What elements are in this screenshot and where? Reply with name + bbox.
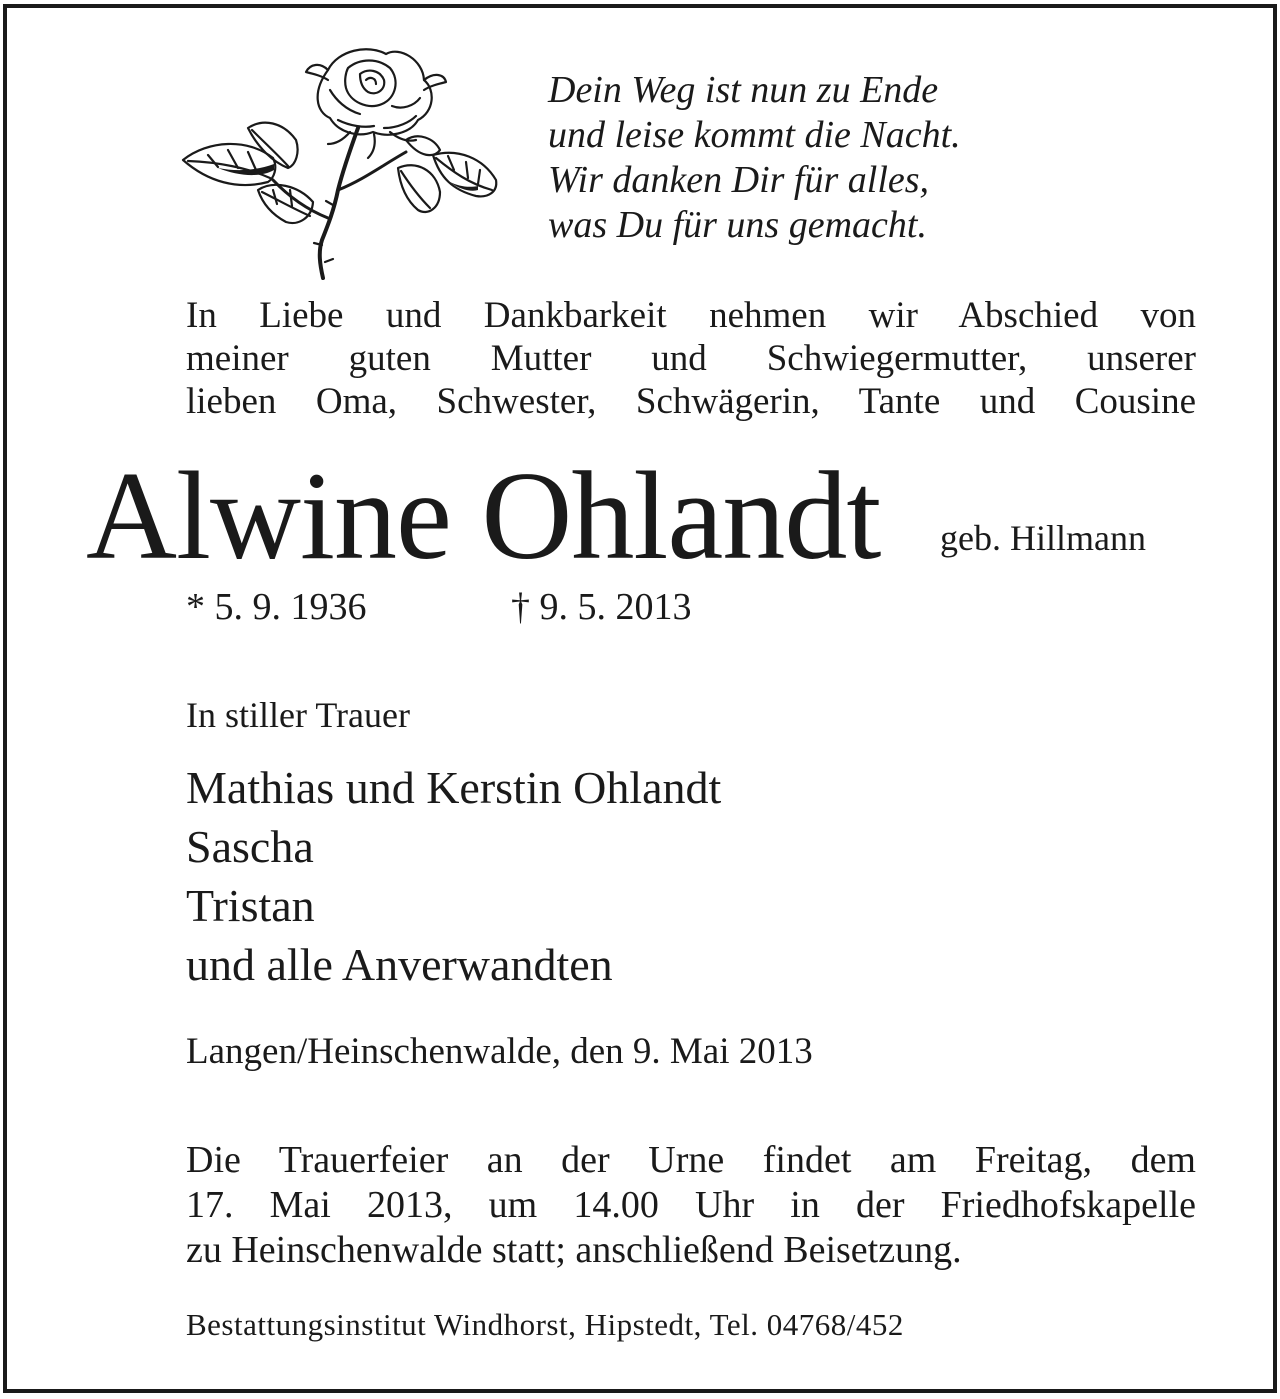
mourner-name: Tristan (186, 880, 315, 931)
intro-line: meiner guten Mutter und Schwiegermutter, unserer (186, 338, 1196, 379)
mourning-heading: In stiller Trauer (186, 695, 410, 735)
intro-paragraph (186, 294, 1196, 423)
intro-line: lieben Oma, Schwester, Schwägerin, Tante und Cousine (186, 381, 1196, 422)
mourners-list (186, 758, 721, 994)
mourner-name: Sascha (186, 821, 314, 872)
poem-line: und leise kommt die Nacht. (548, 114, 961, 156)
undertaker-info: Bestattungsinstitut Windhorst, Hipstedt, Tel. 04768/452 (186, 1307, 904, 1342)
funeral-info (186, 1138, 1196, 1273)
funeral-line: 17. Mai 2013, um 14.00 Uhr in der Friedhofskapelle (186, 1184, 1196, 1226)
place-date: Langen/Heinschenwalde, den 9. Mai 2013 (186, 1031, 813, 1072)
deceased-name: Alwine Ohlandt (86, 447, 881, 586)
mourner-name: Mathias und Kerstin Ohlandt (186, 762, 722, 813)
poem (548, 68, 961, 248)
poem-line: Wir danken Dir für alles, (548, 159, 930, 201)
birth-date: * 5. 9. 1936 (186, 586, 367, 628)
funeral-line: Die Trauerfeier an der Urne findet am Freitag, dem (186, 1139, 1196, 1181)
poem-line: was Du für uns gemacht. (548, 204, 927, 246)
poem-line: Dein Weg ist nun zu Ende (548, 69, 939, 111)
death-date: † 9. 5. 2013 (511, 586, 692, 628)
intro-line: In Liebe und Dankbarkeit nehmen wir Abschied von (186, 295, 1196, 336)
mourner-name: und alle Anverwandten (186, 939, 613, 990)
rose-icon (178, 40, 508, 285)
birth-name: geb. Hillmann (940, 518, 1146, 558)
funeral-line: zu Heinschenwalde statt; anschließend Beisetzung. (186, 1229, 962, 1271)
